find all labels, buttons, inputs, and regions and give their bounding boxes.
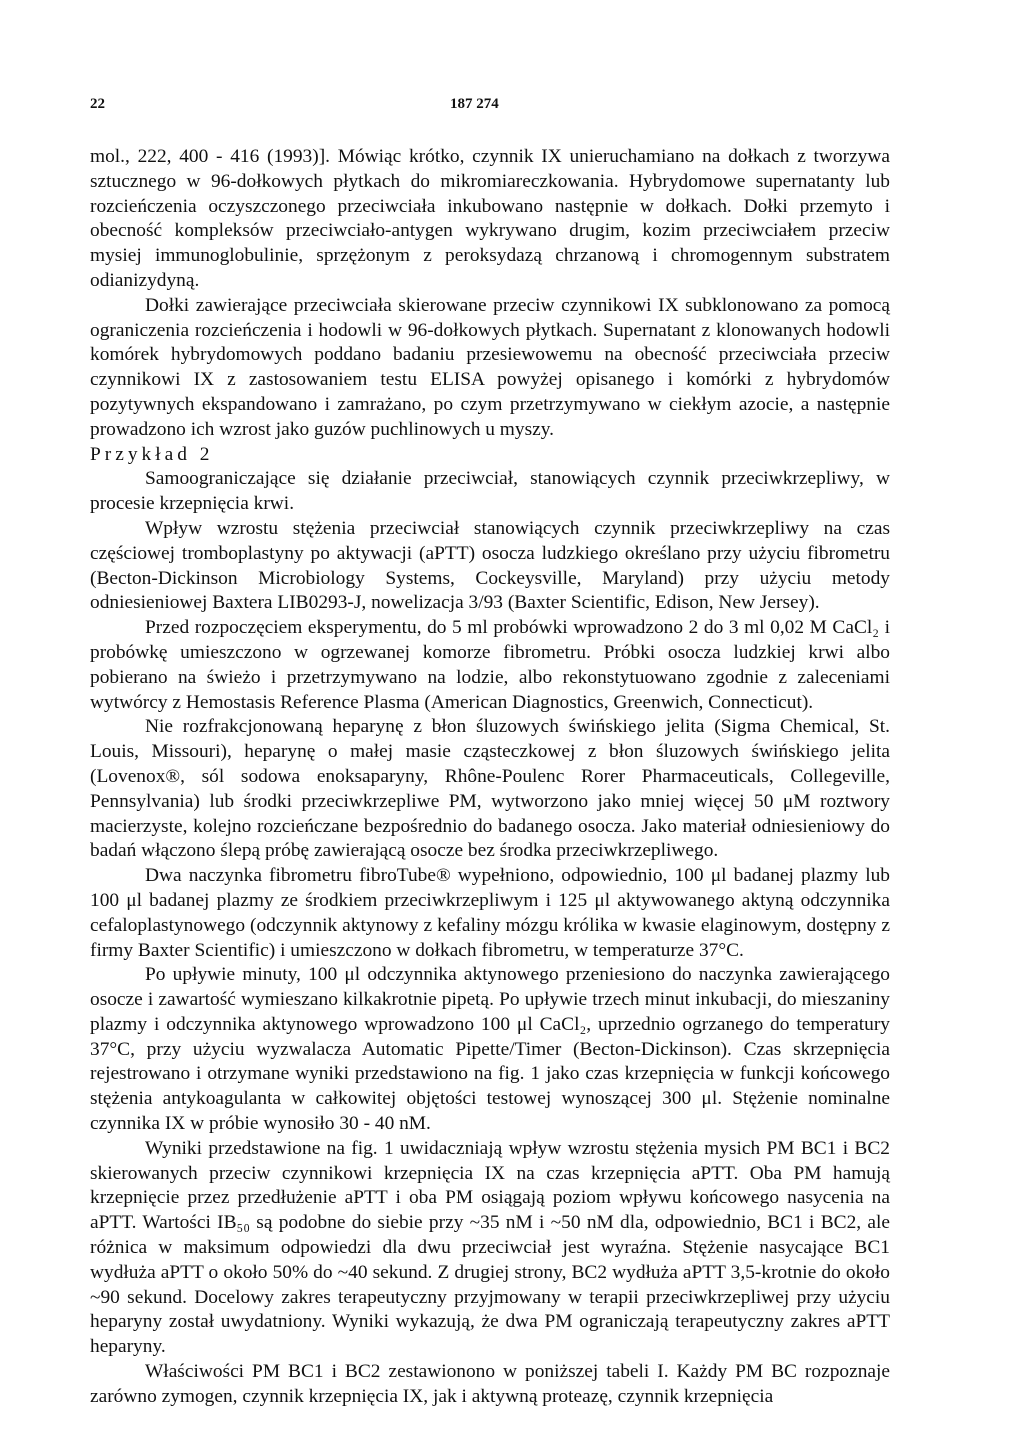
paragraph-continuation: mol., 222, 400 - 416 (1993)]. Mówiąc krótko, czynnik IX unieruchamiano na dołkach z tworzywa sztucznego w 96-dołkowych płytkach do mikromiareczkowania. Hybrydomowe supernatanty lub rozcieńczenia oczyszczonego przeciwciała inkubowano następnie w dołkach. Dołki przemyto i obecność kompleksów przeciwciało-antygen wykrywano drugim, kozim przeciwciałem przeciw mysiej immunoglobulinie, sprzężonym z peroksydazą chrzanową i chromogennym substratem odianizydyną.	[90, 146, 890, 291]
example-heading: Przykład 2	[90, 443, 214, 465]
paragraph: Wpływ wzrostu stężenia przeciwciał stanowiących czynnik przeciwkrzepliwy na czas częściowej tromboplastyny po aktywacji (aPTT) osocza ludzkiego określano przy użyciu fibrometru (Becton-Dickinson Microbiology Systems, Cockeysville, Maryland) przy użyciu metody odniesieniowej Baxtera LIB0293-J, nowelizacja 3/93 (Baxter Scientific, Edison, New Jersey).	[90, 517, 890, 614]
page-number: 22	[90, 96, 105, 112]
paragraph: Dołki zawierające przeciwciała skierowane przeciw czynnikowi IX subklonowano za pomocą ograniczenia rozcieńczenia i hodowli w 96-dołkowych płytkach. Supernatant z klonowanych hodowli komórek hybrydomowych poddano badaniu przesiewowemu na obecność przeciwciała przeciw czynnikowi IX z zastosowaniem testu ELISA powyżej opisanego i komórki z hybrydomów pozytywnych ekspandowano i zamrażano, po czym przetrzymywano w ciekłym azocie, a następnie prowadzono ich wzrost jako guzów puchlinowych u myszy.	[90, 294, 890, 440]
example-title: Samoograniczające się działanie przeciwciał, stanowiących czynnik przeciwkrzepliwy, w procesie krzepnięcia krwi.	[90, 468, 890, 515]
paragraph: Wyniki przedstawione na fig. 1 uwidaczniają wpływ wzrostu stężenia mysich PM BC1 i BC2 skierowanych przeciw czynnikowi krzepnięcia IX na czas krzepnięcia aPTT. Oba PM hamują krzepnięcie przez przedłużenie aPTT i oba PM osiągają poziom wpływu końcowego nasycenia na aPTT. Wartości IB₅₀ są podobne do siebie przy ~35 nM i ~50 nM dla, odpowiednio, BC1 i BC2, ale różnica w maksimum odpowiedzi dla dwu przeciwciał jest wyraźna. Stężenie nasycające BC1 wydłuża aPTT o około 50% do ~40 sekund. Z drugiej strony, BC2 wydłuża aPTT 3,5-krotnie do około ~90 sekund. Docelowy zakres terapeutyczny przyjmowany w terapii przeciwkrzepliwej przy użyciu heparyny został uwydatniony. Wyniki wykazują, że dwa PM ograniczają terapeutyczny zakres aPTT heparyny.	[90, 1137, 890, 1358]
patent-number: 187 274	[450, 96, 499, 112]
page-header	[90, 96, 890, 120]
body-text	[90, 145, 890, 1410]
paragraph: Przed rozpoczęciem eksperymentu, do 5 ml probówki wprowadzono 2 do 3 ml 0,02 M CaCl₂ i probówkę umieszczono w ogrzewanej komorze fibrometru. Próbki osocza ludzkiej krwi albo pobierano na świeżo i przetrzymywano na lodzie, albo rekonstytuowano zgodnie z zaleceniami wytwórcy z Hemostasis Reference Plasma (American Diagnostics, Greenwich, Connecticut).	[90, 617, 890, 713]
paragraph: Po upływie minuty, 100 μl odczynnika aktynowego przeniesiono do naczynka zawierającego osocze i zawartość wymieszano kilkakrotnie pipetą. Po upływie trzech minut inkubacji, do mieszaniny plazmy i odczynnika aktynowego wprowadzono 100 μl CaCl₂, uprzednio ogrzanego do temperatury 37°C, przy użyciu wyzwalacza Automatic Pipette/Timer (Becton-Dickinson). Czas skrzepnięcia rejestrowano i otrzymane wyniki przedstawiono na fig. 1 jako czas krzepnięcia w funkcji końcowego stężenia antykoagulanta w całkowitej objętości testowej wynoszącej 300 μl. Stężenie nominalne czynnika IX w próbie wynosiło 30 - 40 nM.	[90, 964, 890, 1135]
paragraph: Dwa naczynka fibrometru fibroTube® wypełniono, odpowiednio, 100 μl badanej plazmy lub 100 μl badanej plazmy ze środkiem przeciwkrzepliwym i 125 μl aktywowanego aktyną odczynnika cefaloplastynowego (odczynnik aktynowy z kefaliny mózgu królika w kwasie elaginowym, dostępny z firmy Baxter Scientific) i umieszczono w dołkach fibrometru, w temperaturze 37°C.	[90, 865, 890, 961]
paragraph: Właściwości PM BC1 i BC2 zestawionono w poniższej tabeli I. Każdy PM BC rozpoznaje zarówno zymogen, czynnik krzepnięcia IX, jak i aktywną proteazę, czynnik krzepnięcia	[90, 1361, 890, 1407]
paragraph: Nie rozfrakcjonowaną heparynę z błon śluzowych świńskiego jelita (Sigma Chemical, St. Louis, Missouri), heparynę o małej masie cząsteczkowej z błon śluzowych świńskiego jelita (Lovenox®, sól sodowa enoksaparyny, Rhône-Poulenc Rorer Pharmaceuticals, Collegeville, Pennsylvania) lub środki przeciwkrzepliwe PM, wytworzono jako mniej więcej 50 μM roztwory macierzyste, kolejno rozcieńczane bezpośrednio do badanego osocza. Jako materiał odniesieniowy do badań włączono ślepą próbę zawierającą osocze bez środka przeciwkrzepliwego.	[90, 716, 890, 862]
